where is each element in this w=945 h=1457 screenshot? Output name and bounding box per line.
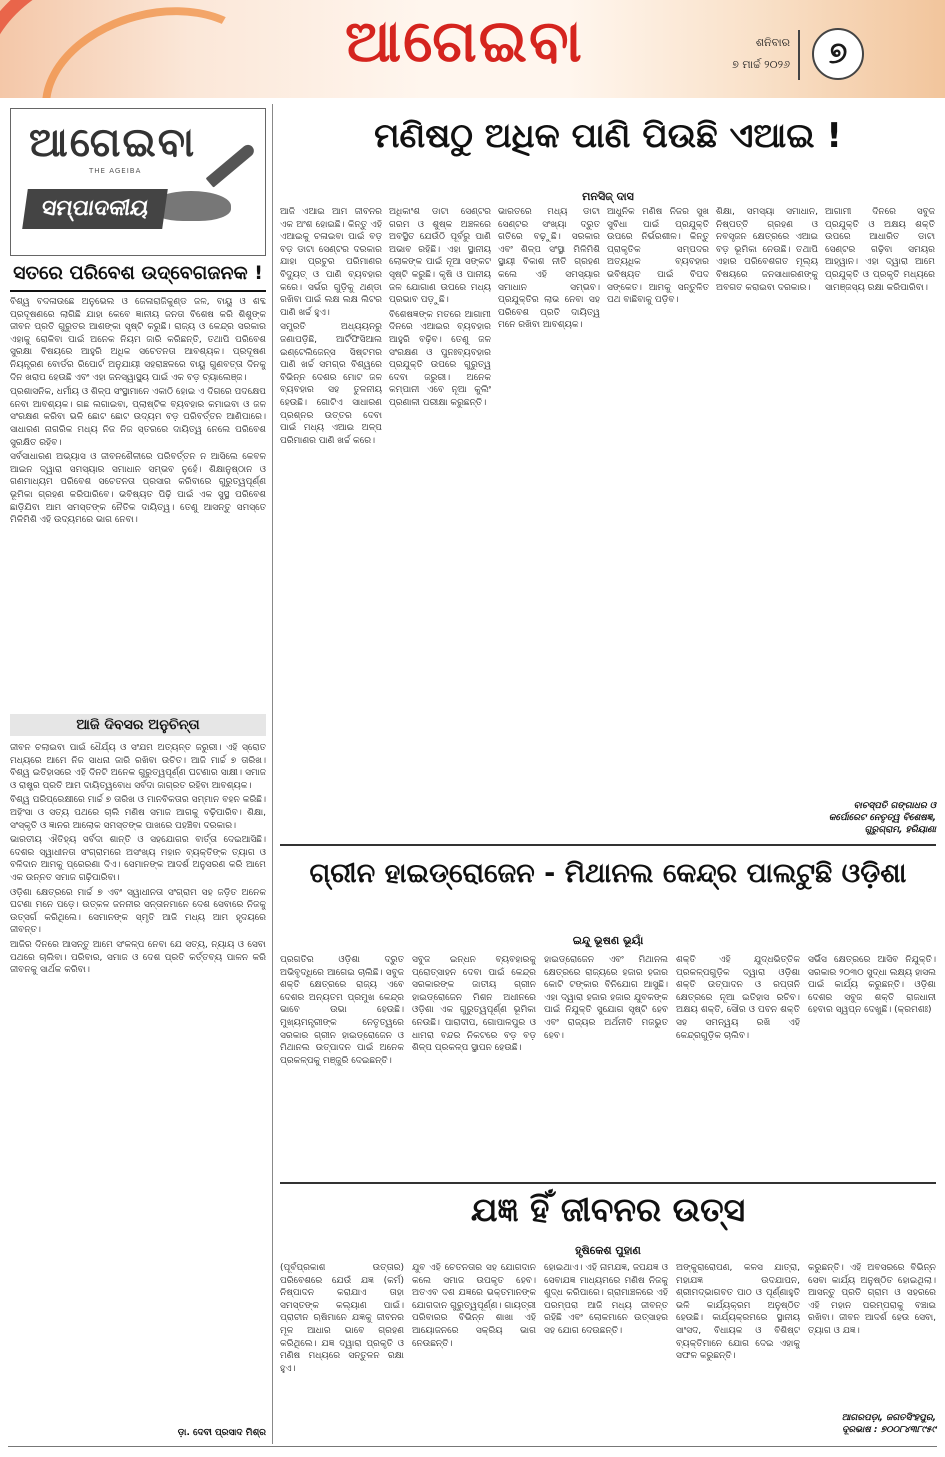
article1-paragraph: ଆଧୁନିକ ମଣିଷ ନିଜର ସୁଖ ସୁବିଧା ପାଇଁ ପ୍ରଯୁକ୍ତି ଉପରେ ନିର୍ଭରଶୀଳ। କିନ୍ତୁ ପ୍ରାକୃତିକ ସମ୍ପଦର ଅତ୍ୟଧିକ ବ୍ୟବହାର ଭବିଷ୍ୟତ ପାଇଁ ବିପଦ ସଙ୍କେତ। ଆମକୁ ସନ୍ତୁଳିତ ପଥ ବାଛିବାକୁ ପଡ଼ିବ।	[607, 207, 709, 306]
article3-paragraph: (ପୂର୍ବପ୍ରକାଶ ଉତ୍ତାର) ପରିବେଶରେ ଯେଉଁ ଯଜ୍ଞ (କର୍ମ) ନିଷ୍ପାଦନ କରାଯାଏ ତାହା ସମସ୍ତଙ୍କ କଲ୍ୟାଣ ପାଇଁ। ପ୍ରାଚୀନ ଋଷିମାନେ ଯଜ୍ଞକୁ ଜୀବନର ମୂଳ ଆଧାର ଭାବେ ଗ୍ରହଣ କରିଥିଲେ। ଯଜ୍ଞ ଦ୍ୱାରା ପ୍ରକୃତି ଓ ମଣିଷ ମଧ୍ୟରେ ସନ୍ତୁଳନ ରକ୍ଷା ହୁଏ।	[280, 1263, 404, 1374]
article3-paragraph: କରୁଛନ୍ତି। ଏହି ଅବସରରେ ବିଭିନ୍ନ ସେବା କାର୍ଯ୍ୟ ଅନୁଷ୍ଠିତ ହୋଇଥିଲା। ଆସନ୍ତୁ ପ୍ରତି ଗ୍ରାମ ଓ ସହରରେ ଏହି ମହାନ ପରମ୍ପରାକୁ ବଞ୍ଚାଇ ରଖିବା। ଜୀବନ ଆଦର୍ଶ ହେଉ ସେବା, ତ୍ୟାଗ ଓ ଯଜ୍ଞ।	[808, 1263, 936, 1336]
left-column-rule	[272, 104, 273, 1444]
article1-column	[280, 206, 382, 838]
article2-column	[544, 954, 668, 1176]
editorial-brand-name: ଆଗେଇବା	[29, 119, 197, 166]
thought-paragraph: ଓଡ଼ିଶା କ୍ଷେତ୍ରରେ ମାର୍ଚ୍ଚ ୭ ଏବଂ ସ୍ୱାଧୀନତା ସଂଗ୍ରାମ ସହ ଜଡ଼ିତ ଅନେକ ଘଟଣା ମନେ ପଡ଼େ। ଉତ୍କଳ ଜନନୀର ସନ୍ତାନମାନେ ଦେଶ ସେବାରେ ନିଜକୁ ଉତ୍ସର୍ଗ କରିଥିଲେ। ସେମାନଙ୍କ ସ୍ମୃତି ଆଜି ମଧ୍ୟ ଆମ ହୃଦୟରେ ଜୀବନ୍ତ।	[10, 887, 266, 936]
article1-column	[389, 206, 491, 838]
thought-author: ଡ଼ା. ଦେବୀ ପ୍ରସାଦ ମିଶ୍ର	[177, 1428, 266, 1438]
article1-paragraph: ଆଗାମୀ ଦିନରେ ସବୁଜ ପ୍ରଯୁକ୍ତି ଓ ଅକ୍ଷୟ ଶକ୍ତି ଉପରେ ଆଧାରିତ ଡାଟା ସେଣ୍ଟର ଗଢ଼ିବା ସମୟର ଆହ୍ୱାନ। ଏହା ଦ୍ୱାରା ଆମେ ପ୍ରଯୁକ୍ତି ଓ ପ୍ରକୃତି ମଧ୍ୟରେ ସାମଞ୍ଜସ୍ୟ ରକ୍ଷା କରିପାରିବା।	[825, 207, 935, 293]
page-number: ୭	[812, 28, 864, 80]
article2-column	[808, 954, 936, 1176]
article2-paragraph: ଶକ୍ତି ଏହି ଯୁଦ୍ଧଭିତ୍ତିକ ପ୍ରକଳ୍ପଗୁଡ଼ିକ ଦ୍ୱାରା ଓଡ଼ିଶା ଶକ୍ତି ଉତ୍ପାଦନ ଓ ରପ୍ତାନି କ୍ଷେତ୍ରରେ ନୂଆ ଇତିହାସ ରଚିବ। ଅକ୍ଷୟ ଶକ୍ତି, ସୌର ଓ ପବନ ଶକ୍ତି ସହ ସମନ୍ୱୟ ରଖି ଏହି କେନ୍ଦ୍ରଗୁଡ଼ିକ ଚାଲିବ।	[676, 955, 800, 1041]
article3-column	[412, 1262, 536, 1440]
article2-column	[280, 954, 404, 1176]
thought-of-day-label: ଆଜି ଦିବସର ଅନୁଚିନ୍ତା	[10, 714, 266, 736]
page-bottom-rule	[8, 1446, 937, 1447]
author-note-line: ଦୂରଭାଷ : ୭୦୦୮୪୩୮୯୫୯	[842, 1425, 936, 1435]
article1-author-note	[780, 800, 936, 836]
author-note-line: କର୍ପୋରେଟ ନେତୃତ୍ୱ ବିଶେଷଜ୍ଞ,	[828, 813, 936, 823]
article3-paragraph: ଅଙ୍କୁରାରୋପଣ, କଳସ ଯାତ୍ରା, ମହାଯଜ୍ଞ ଉଦଯାପନ, ଶ୍ରୀମଦ୍ଭାଗବତ ପାଠ ଓ ପୂର୍ଣ୍ଣାହୁତି ଭଳି କାର୍ଯ୍ୟକ୍ରମ ଅନୁଷ୍ଠିତ ହେଉଛି। କାର୍ଯ୍ୟକ୍ରମରେ ସ୍ଥାନୀୟ ସାଂସଦ, ବିଧାୟକ ଓ ବିଶିଷ୍ଟ ବ୍ୟକ୍ତିମାନେ ଯୋଗ ଦେଇ ଏହାକୁ ସଫଳ କରୁଛନ୍ତି।	[676, 1263, 800, 1362]
article2-bottom-rule	[280, 1182, 936, 1184]
article1-byline: ମନସିଜ୍ ଦାସ	[582, 190, 634, 203]
article1-paragraph: ଅଧିକାଂଶ ଡାଟା ସେଣ୍ଟର ଗରମ ଓ ଶୁଷ୍କ ଅଞ୍ଚଳରେ ଅବସ୍ଥିତ ଯେଉଁଠି ପୂର୍ବରୁ ପାଣି ଅଭାବ ରହିଛି। ଏହା ସ୍ଥାନୀୟ ଲୋକଙ୍କ ପାଇଁ ନୂଆ ସଙ୍କଟ ସୃଷ୍ଟି କରୁଛି। କୃଷି ଓ ପାନୀୟ ଜଳ ଯୋଗାଣ ଉପରେ ମଧ୍ୟ ପ୍ରଭାବ ପଡ଼ୁଛି।	[389, 207, 491, 306]
article3-paragraph: ହୋଇଥାଏ। ଏହି ନାମଯଜ୍ଞ, ଜପଯଜ୍ଞ ଓ ସେବାଯଜ୍ଞ ମାଧ୍ୟମରେ ମଣିଷ ନିଜକୁ ଶୁଦ୍ଧ କରିପାରେ। ଗ୍ରାମାଞ୍ଚଳରେ ଏହି ପରମ୍ପରା ଆଜି ମଧ୍ୟ ଜୀବନ୍ତ ରହିଛି ଏବଂ ଲୋକମାନେ ଉତ୍ସାହର ସହ ଯୋଗ ଦେଉଛନ୍ତି।	[544, 1263, 668, 1336]
article3-paragraph: ଯୁବ ଏହି ଚେତନତାର ସହ ଯୋଗଦାନ କଲେ ସମାଜ ଉପକୃତ ହେବ। ଅତଏବ ଦଶ ଯଜ୍ଞରେ ଭକ୍ତମାନଙ୍କ ଯୋଗଦାନ ଗୁରୁତ୍ୱପୂର୍ଣ୍ଣ। ଗାୟତ୍ରୀ ପରିବାରର ବିଭିନ୍ନ ଶାଖା ଏହି ଆୟୋଜନରେ ସକ୍ରିୟ ଭାଗ ନେଉଛନ୍ତି।	[412, 1263, 536, 1349]
article1-headline: ମଣିଷଠୁ ଅଧିକ ପାଣି ପିଉଛି ଏଆଇ !	[374, 116, 842, 156]
article1-column	[716, 206, 818, 838]
article2-headline: ଗ୍ରୀନ ହାଇଡ୍ରୋଜେନ - ମିଥାନଲ କେନ୍ଦ୍ର ପାଲଟୁଛି ଓଡ଼ିଶା	[309, 858, 907, 889]
article1-paragraph: ଶିକ୍ଷା, ସମସ୍ୟା ସମାଧାନ, ନିଷ୍ପତ୍ତି ଗ୍ରହଣ ଓ ନବସୃଜନ କ୍ଷେତ୍ରରେ ଏଆଇ ବଡ଼ ଭୂମିକା ନେଉଛି। ତଥାପି ଏହାର ପରିବେଶଗତ ମୂଲ୍ୟ ବିଷୟରେ ଜନସାଧାରଣଙ୍କୁ ଅବଗତ କରାଇବା ଦରକାର।	[716, 207, 818, 293]
article3-byline: ହୃଷିକେଶ ପୁହାଣ	[575, 1244, 641, 1257]
article2-byline: ଇନ୍ଦୁ ଭୂଷଣ ଭୂୟାଁ	[572, 934, 644, 947]
editorial-brand-box	[10, 108, 266, 256]
article1-column	[825, 206, 935, 796]
article1-column	[607, 206, 709, 838]
thought-body	[10, 742, 266, 1422]
article1-column	[498, 206, 600, 838]
author-note-line: ବାଚସ୍ପତି ଗଙ୍ଗାଧର ଓ	[853, 801, 936, 811]
article1-paragraph: ସମ୍ପ୍ରତି ଅଧ୍ୟୟନରୁ ଜଣାପଡ଼ିଛି, ଆର୍ଟିଫିସିଆଲ ଇଣ୍ଟେଲିଜେନ୍ସ ସିଷ୍ଟମର ପାଣି ଖର୍ଚ୍ଚ ସମଗ୍ର ବିଶ୍ୱରେ ବିଭିନ୍ନ ଦେଶର ମୋଟ ଜଳ ବ୍ୟବହାର ସହ ତୁଳନୀୟ ହେଉଛି। ଗୋଟିଏ ସାଧାରଣ ପ୍ରଶ୍ନର ଉତ୍ତର ଦେବା ପାଇଁ ମଧ୍ୟ ଏଆଇ ଅଳ୍ପ ପରିମାଣର ପାଣି ଖର୍ଚ୍ଚ କରେ।	[280, 322, 382, 446]
article3-column	[544, 1262, 668, 1440]
thought-paragraph: ବିଶ୍ୱ ପରିପ୍ରେକ୍ଷୀରେ ମାର୍ଚ୍ଚ ୭ ତାରିଖ ଓ ମାନବିକତାର ସମ୍ମାନ ବହନ କରିଛି। ଅହିଂସା ଓ ସତ୍ୟ ପଥରେ ଚାଲି ମଣିଷ ସମାଜ ଆଗକୁ ବଢ଼ିପାରିବ। ଶିକ୍ଷା, ସଂସ୍କୃତି ଓ ଜ୍ଞାନର ଆଲୋକ ସମସ୍ତଙ୍କ ପାଖରେ ପହଞ୍ଚିବା ଦରକାର।	[10, 795, 266, 831]
editorial-headline-rule	[10, 290, 266, 292]
article1-paragraph: ଭାରତରେ ମଧ୍ୟ ଡାଟା ସେଣ୍ଟର ସଂଖ୍ୟା ଦ୍ରୁତ ଗତିରେ ବଢ଼ୁଛି। ସରକାର ଏବଂ ଶିଳ୍ପ ସଂସ୍ଥା ମିଳିମିଶି ସ୍ଥାୟୀ ବିକାଶ ନୀତି ଗ୍ରହଣ କଲେ ଏହି ସମସ୍ୟାର ସମାଧାନ ସମ୍ଭବ। ପ୍ରଯୁକ୍ତିର ଲାଭ ନେବା ସହ ପରିବେଶ ପ୍ରତି ଦାୟିତ୍ୱ ମନେ ରଖିବା ଆବଶ୍ୟକ।	[498, 207, 600, 331]
editorial-paragraph: ପ୍ରଶାସନିକ, ଧର୍ମୀୟ ଓ ଶିଳ୍ପ ସଂସ୍ଥାମାନେ ଏକାଠି ହୋଇ ଏ ଦିଗରେ ପଦକ୍ଷେପ ନେବା ଆବଶ୍ୟକ। ଗଛ ଲଗାଇବା, ପ୍ଲାଷ୍ଟିକ ବ୍ୟବହାର କମାଇବା ଓ ଜଳ ସଂରକ୍ଷଣ କରିବା ଭଳି ଛୋଟ ଛୋଟ ଉଦ୍ୟମ ବଡ଼ ପରିବର୍ତ୍ତନ ଆଣିପାରେ। ସାଧାରଣ ନାଗରିକ ମଧ୍ୟ ନିଜ ନିଜ ସ୍ତରରେ ଦାୟିତ୍ୱ ନେଲେ ପରିବେଶ ସୁରକ୍ଷିତ ରହିବ।	[10, 387, 266, 448]
thought-paragraph: ଜୀବନ ଚଲାଇବା ପାଇଁ ଧୈର୍ଯ୍ୟ ଓ ସଂଯମ ଅତ୍ୟନ୍ତ ଜରୁରୀ। ଏହି ସ୍ରୋତ ମଧ୍ୟରେ ଆମେ ନିଜ ସାଧନା ଜାରି ରଖିବା ଉଚିତ। ଆଜି ମାର୍ଚ୍ଚ ୭ ତାରିଖ। ବିଶ୍ୱ ଇତିହାସରେ ଏହି ଦିନଟି ଅନେକ ଗୁରୁତ୍ୱପୂର୍ଣ୍ଣ ଘଟଣାର ସାକ୍ଷୀ। ସମାଜ ଓ ରାଷ୍ଟ୍ର ପ୍ରତି ଆମ ଦାୟିତ୍ୱବୋଧ ସର୍ବଦା ଜାଗ୍ରତ ରହିବା ଆବଶ୍ୟକ।	[10, 743, 266, 791]
article1-paragraph: ବିଶେଷଜ୍ଞଙ୍କ ମତରେ ଆଗାମୀ ଦିନରେ ଏଆଇର ବ୍ୟବହାର ଆହୁରି ବଢ଼ିବ। ତେଣୁ ଜଳ ସଂରକ୍ଷଣ ଓ ପୁନଃବ୍ୟବହାର ପ୍ରଯୁକ୍ତି ଉପରେ ଗୁରୁତ୍ୱ ଦେବା ଜରୁରୀ। ଅନେକ କମ୍ପାନୀ ଏବେ ନୂଆ କୁଲିଂ ପ୍ରଣାଳୀ ପରୀକ୍ଷା କରୁଛନ୍ତି।	[389, 309, 491, 408]
article2-paragraph: ହାଇଡ୍ରୋଜେନ ଏବଂ ମିଥାନଲ କ୍ଷେତ୍ରରେ ରାଜ୍ୟରେ ହଜାର ହଜାର କୋଟି ଟଙ୍କାର ବିନିଯୋଗ ଆସୁଛି। ଏହା ଦ୍ୱାରା ହଜାର ହଜାର ଯୁବକଙ୍କ ପାଇଁ ନିଯୁକ୍ତି ସୁଯୋଗ ସୃଷ୍ଟି ହେବ ଏବଂ ରାଜ୍ୟର ଅର୍ଥନୀତି ମଜଭୁତ ହେବ।	[544, 955, 668, 1041]
article3-column	[280, 1262, 404, 1440]
masthead-divider	[798, 30, 800, 80]
issue-day: ଶନିବାର	[755, 36, 790, 49]
author-note-line: ଆଗରପଡ଼ା, ଜଗତସିଂହପୁର,	[841, 1413, 936, 1423]
thought-paragraph: ଆଜିର ଦିନରେ ଆସନ୍ତୁ ଆମେ ସଂକଳ୍ପ ନେବା ଯେ ସତ୍ୟ, ନ୍ୟାୟ ଓ ସେବା ପଥରେ ଚାଲିବା। ପରିବାର, ସମାଜ ଓ ଦେଶ ପ୍ରତି କର୍ତ୍ତବ୍ୟ ପାଳନ କରି ଜୀବନକୁ ସାର୍ଥକ କରିବା।	[10, 939, 266, 976]
article2-paragraph: ସବୁଜ ଇନ୍ଧନ ବ୍ୟବହାରକୁ ପ୍ରୋତ୍ସାହନ ଦେବା ପାଇଁ କେନ୍ଦ୍ର ସରକାରଙ୍କ ଜାତୀୟ ଗ୍ରୀନ ହାଇଡ୍ରୋଜେନ ମିଶନ ଅଧୀନରେ ଓଡ଼ିଶା ଏକ ଗୁରୁତ୍ୱପୂର୍ଣ୍ଣ ଭୂମିକା ନେଉଛି। ପାରାଦୀପ, ଗୋପାଳପୁର ଓ ଧାମରା ବନ୍ଦର ନିକଟରେ ବଡ଼ ବଡ଼ ଶିଳ୍ପ ପ୍ରକଳ୍ପ ସ୍ଥାପନ ହେଉଛି।	[412, 955, 536, 1054]
thought-paragraph: ଭାରତୀୟ ଐତିହ୍ୟ ସର୍ବଦା ଶାନ୍ତି ଓ ସହଯୋଗର ବାର୍ତ୍ତା ଦେଇଆସିଛି। ଦେଶର ସ୍ୱାଧୀନତା ସଂଗ୍ରାମରେ ଅସଂଖ୍ୟ ମହାନ ବ୍ୟକ୍ତିଙ୍କ ତ୍ୟାଗ ଓ ବଳିଦାନ ଆମକୁ ପ୍ରେରଣା ଦିଏ। ସେମାନଙ୍କ ଆଦର୍ଶ ଅନୁସରଣ କରି ଆମେ ଏକ ଉନ୍ନତ ସମାଜ ଗଢ଼ିପାରିବା।	[10, 835, 266, 883]
article2-paragraph: ପ୍ରଗତିର ଓଡ଼ିଶା ଦ୍ରୁତ ଅଭିବୃଦ୍ଧିରେ ଆଗେଇ ଚାଲିଛି। ସବୁଜ ଶକ୍ତି କ୍ଷେତ୍ରରେ ରାଜ୍ୟ ଏବେ ଦେଶର ଅନ୍ୟତମ ପ୍ରମୁଖ କେନ୍ଦ୍ର ଭାବେ ଉଭା ହେଉଛି। ମୁଖ୍ୟମନ୍ତ୍ରୀଙ୍କ ନେତୃତ୍ୱରେ ସରକାର ଗ୍ରୀନ ହାଇଡ୍ରୋଜେନ ଓ ମିଥାନଲ ଉତ୍ପାଦନ ପାଇଁ ଅନେକ ପ୍ରକଳ୍ପକୁ ମଞ୍ଜୁରି ଦେଇଛନ୍ତି।	[280, 955, 404, 1066]
article1-paragraph: ଆଜି ଏଆଇ ଆମ ଜୀବନର ଏକ ଅଂଶ ହୋଇଛି। କିନ୍ତୁ ଏହି ଏଆଇକୁ ଚଳାଇବା ପାଇଁ ବଡ଼ ବଡ଼ ଡାଟା ସେଣ୍ଟର ଦରକାର ଯାହା ପ୍ରଚୁର ପରିମାଣର ବିଦ୍ୟୁତ୍ ଓ ପାଣି ବ୍ୟବହାର କରେ। ସର୍ଭର ଗୁଡ଼ିକୁ ଥଣ୍ଡା ରଖିବା ପାଇଁ ଲକ୍ଷ ଲକ୍ଷ ଲିଟର ପାଣି ଖର୍ଚ୍ଚ ହୁଏ।	[280, 207, 382, 318]
article2-paragraph: ସର୍ଭିସ କ୍ଷେତ୍ରରେ ଆସିବ ନିଯୁକ୍ତି। ସରକାର ୨୦୩୦ ସୁଦ୍ଧା ଲକ୍ଷ୍ୟ ହାସଲ ପାଇଁ କାର୍ଯ୍ୟ କରୁଛନ୍ତି। ଓଡ଼ିଶା ଦେଶର ସବୁଜ ଶକ୍ତି ରାଜଧାନୀ ହେବାର ସ୍ୱପ୍ନ ଦେଖୁଛି। (କ୍ରମଶଃ)	[808, 955, 936, 1016]
author-note-line: ଗୁରୁଗ୍ରାମ, ହରିୟାଣା	[864, 825, 936, 835]
article3-author-note	[780, 1412, 936, 1436]
newspaper-logo: ଆଗେଇବା	[345, 7, 584, 75]
editorial-paragraph: ସର୍ବସାଧାରଣ ଅଭ୍ୟାସ ଓ ଜୀବନଶୈଳୀରେ ପରିବର୍ତ୍ତନ ନ ଆସିଲେ କେବଳ ଆଇନ ଦ୍ୱାରା ସମସ୍ୟାର ସମାଧାନ ସମ୍ଭବ ନୁହେଁ। ଶିକ୍ଷାନୁଷ୍ଠାନ ଓ ଗଣମାଧ୍ୟମ ପରିବେଶ ସଚେତନତା ପ୍ରସାର କରିବାରେ ଗୁରୁତ୍ୱପୂର୍ଣ୍ଣ ଭୂମିକା ଗ୍ରହଣ କରିପାରିବେ। ଭବିଷ୍ୟତ ପିଢ଼ି ପାଇଁ ଏକ ସୁସ୍ଥ ପରିବେଶ ଛାଡ଼ିଯିବା ଆମ ସମସ୍ତଙ୍କ ନୈତିକ ଦାୟିତ୍ୱ। ତେଣୁ ଆସନ୍ତୁ ସମସ୍ତେ ମିଳିମିଶି ଏହି ଉଦ୍ୟମରେ ଭାଗ ନେବା।	[10, 452, 266, 526]
editorial-headline: ସତରେ ପରିବେଶ ଉଦ୍‌ବେଗଜନକ !	[13, 262, 263, 284]
masthead	[0, 0, 945, 98]
article3-headline: ଯଜ୍ଞ ହିଁ ଜୀବନର ଉତ୍ସ	[470, 1190, 746, 1229]
editorial-body	[10, 296, 266, 708]
article1-bottom-rule	[280, 844, 936, 846]
issue-date: ୭ ମାର୍ଚ୍ଚ ୨୦୨୬	[732, 58, 790, 71]
article3-column	[808, 1262, 936, 1406]
pen-icon	[206, 142, 257, 187]
article2-column	[676, 954, 800, 1176]
editorial-section-label: ସମ୍ପାଦକୀୟ	[22, 189, 168, 229]
editorial-paragraph: ବିଶ୍ୱ ବଦଳାଉଛେ ଅନୁଭେଲ ଓ ଜେଳାରାଜିକୁଣ୍ଡ ଜଳ, ବାୟୁ ଓ ଶବ୍ଦ ପ୍ରଦୂଷଣରେ ଲାଗିଛି ଯାହା କେବେ ଜ୍ଞାନୀୟ ଜନତା ବିଶେଷ କରି ଶିଶୁଙ୍କ ଜୀବନ ପ୍ରତି ଗୁରୁତର ଆଶଙ୍କା ସୃଷ୍ଟି କରୁଛି। ରାଜ୍ୟ ଓ କେନ୍ଦ୍ର ସରକାର ଏହାକୁ ରୋକିବା ପାଇଁ ଅନେକ ନିୟମ ଜାରି କରିଛନ୍ତି, ତଥାପି ପରିବେଶ ସୁରକ୍ଷା ବିଷୟରେ ଆହୁରି ଅଧିକ ସଚେତନତା ଆବଶ୍ୟକ। ପ୍ରଦୂଷଣ ନିୟନ୍ତ୍ରଣ ବୋର୍ଡର ରିପୋର୍ଟ ଅନୁଯାୟୀ ସହରାଞ୍ଚଳରେ ବାୟୁ ଗୁଣବତ୍ତା ଦିନକୁ ଦିନ ଖରାପ ହେଉଛି ଏବଂ ଏହା ଜନସ୍ୱାସ୍ଥ୍ୟ ପାଇଁ ଏକ ବଡ଼ ଚ୍ୟାଲେଞ୍ଜ।	[10, 297, 266, 383]
article2-column	[412, 954, 536, 1176]
editorial-brand-sub: THE AGEIBA	[89, 167, 142, 175]
